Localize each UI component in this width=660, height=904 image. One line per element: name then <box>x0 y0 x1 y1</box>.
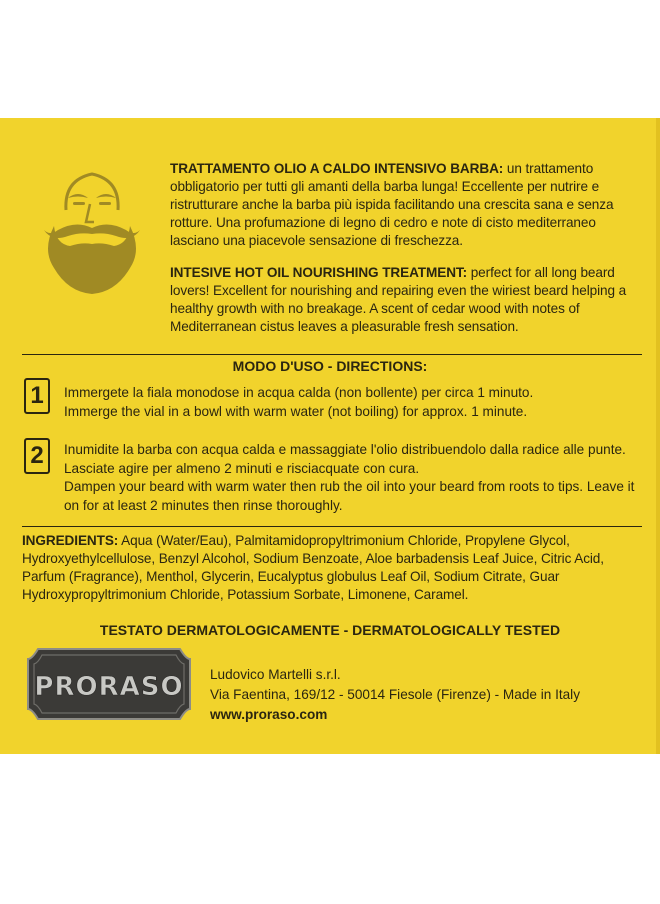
company-name: Ludovico Martelli s.r.l. <box>210 667 341 682</box>
dermatologically-tested: TESTATO DERMATOLOGICAMENTE - DERMATOLOGICALLY TESTED <box>99 622 561 638</box>
italian-description <box>170 160 640 250</box>
step-number-2: 2 <box>24 438 50 474</box>
company-url: www.proraso.com <box>210 707 328 722</box>
proraso-logo-badge <box>24 645 194 723</box>
bearded-face-icon <box>28 160 158 300</box>
italian-body: un trattamento obbligatorio per tutti gli amanti della barba lunga! Eccellente per nutrire e ristrutturare anche la barba più ispida facilitando una crescita sana e senza rotture. Una profumazione di legno di cedro e note di cisto mediterraneo lasciano una piacevole sensazione di freschezza. <box>170 161 614 248</box>
company-address: Via Faentina, 169/12 - 50014 Fiesole (Firenze) - Made in Italy <box>210 687 580 702</box>
divider <box>22 354 642 355</box>
english-description <box>170 264 640 336</box>
step-1-text <box>64 384 644 421</box>
divider <box>22 526 642 527</box>
step-2-italian: Inumidite la barba con acqua calda e massaggiate l'olio distribuendolo dalla radice alle punte. Lasciate agire per almeno 2 minuti e risciacquate con cura. <box>64 442 626 476</box>
panel-edge <box>656 118 660 754</box>
step-1-italian: Immergete la fiala monodose in acqua calda (non bollente) per circa 1 minuto. <box>64 385 534 400</box>
directions-heading: MODO D'USO - DIRECTIONS: <box>232 358 428 374</box>
step-2-english: Dampen your beard with warm water then rub the oil into your beard from roots to tips. Leave it on for at least 2 minutes then rinse thoroughly. <box>64 479 635 513</box>
step-1-english: Immerge the vial in a bowl with warm water (not boiling) for approx. 1 minute. <box>64 403 528 419</box>
step-number-1: 1 <box>24 378 50 414</box>
italian-title: TRATTAMENTO OLIO A CALDO INTENSIVO BARBA: <box>170 161 504 176</box>
ingredients <box>22 532 642 604</box>
ingredients-label: INGREDIENTS: <box>22 533 119 548</box>
step-2-text <box>64 441 644 515</box>
ingredients-list: Aqua (Water/Eau), Palmitamidopropyltrimonium Chloride, Propylene Glycol, Hydroxyethylcellulose, Benzyl Alcohol, Sodium Benzoate, Aloe barbadensis Leaf Juice, Citric Acid, Parfum (Fragrance), Menthol, Glycerin, Eucalyptus globulus Leaf Oil, Sodium Citrate, Guar Hydroxypropyltrimonium Chloride, Potassium Sorbate, Limonene, Caramel. <box>22 533 604 602</box>
english-title: INTESIVE HOT OIL NOURISHING TREATMENT: <box>170 265 468 280</box>
company-info <box>210 665 650 725</box>
brand-name: PRORASO <box>34 672 184 702</box>
english-body: perfect for all long beard lovers! Excellent for nourishing and repairing even the wiriest beard helping a healthy growth with no breakage. A scent of cedar wood with notes of Mediterranean cistus leaves a pleasurable fresh sensation. <box>170 265 627 334</box>
